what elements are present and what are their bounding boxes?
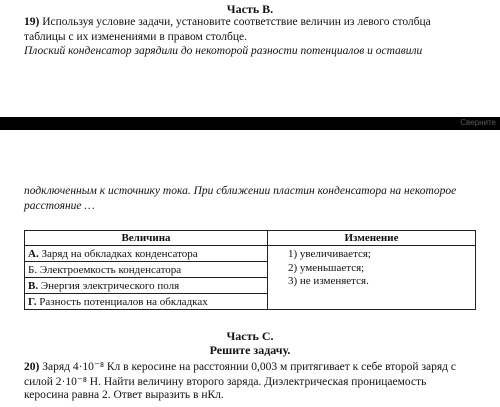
part-b-heading: Часть В. (226, 2, 274, 16)
condition-line-2: подключенным к источнику тока. При сближении пластин конденсатора на некоторое (24, 185, 457, 197)
quantity-letter: В. (28, 279, 39, 292)
quantity-g (25, 294, 268, 310)
task-20-line-1 (24, 359, 456, 373)
quantity-letter: Б. (28, 263, 38, 276)
table-header-row (25, 231, 476, 246)
quantity-a (25, 246, 268, 262)
overlay-bar (0, 117, 500, 130)
task-20-line-3: керосина равна 2. Ответ выразить в нКл. (24, 389, 224, 401)
table-row (25, 246, 476, 262)
col-header-change: Изменение (268, 231, 476, 246)
task-19-line-2: таблицы с их изменениями в правом столбце. (24, 31, 247, 43)
condition-line-1: Плоский конденсатор зарядили до некоторой разности потенциалов и оставили (24, 45, 423, 57)
task-20-text-1: Заряд 4·10⁻⁸ Кл в керосине на расстоянии 0,003 м притягивает к себе второй заряд с (39, 361, 456, 373)
option-1: 1) увеличивается; (288, 248, 371, 260)
quantity-letter: Г. (28, 295, 37, 308)
task-20-number: 20) (24, 361, 40, 373)
quantity-text: Энергия электрического поля (38, 279, 180, 292)
task-19-text-1: Используя условие задачи, установите соответствие величин из левого столбца (39, 16, 431, 28)
quantity-letter: А. (28, 247, 39, 260)
task-19-line-1 (24, 16, 431, 28)
change-options (268, 246, 476, 310)
quantity-text: Заряд на обкладках конденсатора (38, 247, 198, 260)
part-c-heading: Часть С. (226, 329, 274, 343)
matching-table (24, 230, 476, 310)
task-20-line-2: силой 2·10⁻⁸ Н. Найти величину второго заряда. Диэлектрическая проницаемость (24, 376, 427, 388)
quantity-text: Разность потенциалов на обкладках (36, 295, 208, 308)
col-header-quantity: Величина (25, 231, 268, 246)
task-19-number: 19) (24, 16, 40, 28)
quantity-text: Электроемкость конденсатора (37, 263, 182, 276)
condition-line-3: расстояние … (24, 200, 95, 212)
quantity-b (25, 262, 268, 278)
option-2: 2) уменьшается; (288, 261, 365, 274)
option-3: 3) не изменяется. (288, 275, 369, 287)
part-c-subheading: Решите задачу. (209, 343, 291, 357)
overlay-bar-text[interactable]: Сверните (460, 118, 496, 127)
quantity-v (25, 278, 268, 294)
